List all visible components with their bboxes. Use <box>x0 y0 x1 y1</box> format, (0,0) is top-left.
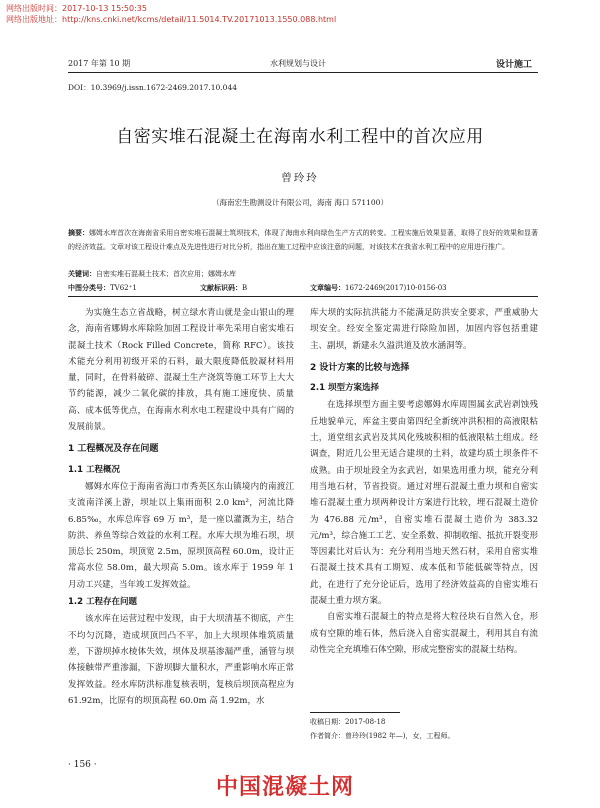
doc-label: 文献标识码： <box>200 284 242 292</box>
section-1-2-paragraph: 该水库在运营过程中发现，由于大坝清基不彻底，产生不均匀沉降，造成坝顶凹凸不平，加上大坝坝体堆筑质量差，下游坝掉水棱体失效，坝体及坝基渗漏严重，涵管与坝体接触带严重渗漏，下游坝脚大量积水，严重影响水库正常发挥效益。经水库防洪标准复核表明，复核后坝顶高程应为 61.92m，比原有的坝顶高程 60.0m 高 1.92m，水 <box>68 614 294 706</box>
abstract-label: 摘要： <box>68 229 90 237</box>
clc-number <box>68 283 137 293</box>
abstract <box>68 226 538 254</box>
section-2-heading: 2 设计方案的比较与选择 <box>310 362 410 373</box>
right-column <box>310 305 538 705</box>
article-value: 1672-2469(2017)10-0156-03 <box>345 284 447 292</box>
page-number: · 156 · <box>68 760 97 770</box>
section-1-1-paragraph: 娜姆水库位于海南省海口市秀英区东山镇境内的南渡江支流南洋溪上游，坝址以上集雨面积 2.0 km²，河流比降 6.85‰，水库总库容 69 万 m³，是一座以灌溉为主，结合防洪、养鱼等综合效益的水利工程。水库大坝为堆石坝，坝顶总长 250m，坝顶宽 2.5m，原坝顶高程 60.0m，设计正常高水位 58.0m，最大坝高 5.0m。该水库于 1959 年 1 月动工兴建，当年竣工发挥效益。 <box>68 481 294 590</box>
doi: DOI：10.3969/j.issn.1672-2469.2017.10.044 <box>68 83 237 92</box>
header-journal: 水利规划与设计 <box>270 59 326 68</box>
section-1-2-heading: 1.2 工程存在问题 <box>68 597 138 608</box>
section-2-1-paragraph-2: 自密实堆石混凝土的特点是将大粒径块石自然入仓，形成有空隙的堆石体，然后浇入自密实混凝土，利用其自有流动性完全充填堆石体空隙，形成完整密实的混凝土结构。 <box>310 612 538 655</box>
doc-code <box>200 283 247 293</box>
section-2-1-heading: 2.1 坝型方案选择 <box>310 383 380 394</box>
keywords-text: 自密实堆石混凝土技术；首次应用；娜姆水库 <box>96 270 236 278</box>
header-issue: 2017 年第 10 期 <box>68 59 131 68</box>
continued-paragraph: 库大坝的实际抗洪能力不能满足防洪安全要求，严重威胁大坝安全。经安全鉴定需进行除险加固，加固内容包括重建主、副坝，新建永久溢洪道及放水涵洞等。 <box>310 308 538 351</box>
keywords-label: 关键词： <box>68 270 96 278</box>
intro-paragraph: 为实施生态立省战略，树立绿水青山就是金山银山的理念，海南省娜姆水库除险加固工程设计率先采用自密实堆石混凝土技术（Rock Filled Concrete，简称 RFC）。该技术能充分利用初级开采的石料，最大限度降低胶凝材料用量，同时，在骨料破碎、混凝土生产浇筑等施工环节上大大节约能源，减少二氧化碳的排放，具有施工速度快、质量高、成本低等优点，在海南水利水电工程建设中具有广阔的发展前景。 <box>68 308 294 433</box>
header-section: 设计施工 <box>496 60 533 70</box>
header-rule <box>68 72 538 73</box>
site-watermark: 中国混凝土网 <box>216 775 355 800</box>
footnote-received: 收稿日期：2017-08-18 <box>310 718 386 726</box>
author-name: 曾玲玲 <box>281 172 319 184</box>
section-1-heading: 1 工程概况及存在问题 <box>68 444 159 455</box>
affiliation: （海南宏生勘测设计有限公司，海南 海口 571100） <box>212 198 388 207</box>
net-publish-url[interactable]: 网络出版地址：http://kns.cnki.net/kcms/detail/11.5014.TV.20171013.1550.088.html <box>6 15 337 24</box>
clc-label: 中图分类号： <box>68 284 110 292</box>
net-publish-time: 网络出版时间：2017-10-13 15:50:35 <box>6 4 147 13</box>
paper-title: 自密实堆石混凝土在海南水利工程中的首次应用 <box>116 127 484 147</box>
left-column <box>68 305 294 750</box>
abstract-rule <box>68 296 538 297</box>
section-2-1-paragraph: 在选择坝型方面主要考虑娜姆水库周围属玄武岩剥蚀残丘地貌单元，库盆主要由第四纪全新统冲洪积相的高液限粘土，道堂组玄武岩及其风化残坡积相的低液限粘土组成。经调查，附近几公里无适合建坝的土料，故建均质土坝条件不成熟。由于坝址段全为玄武岩，如果选用重力坝，能充分利用当地石材，节省投资。通过对埋石混凝土重力坝和自密实堆石混凝土重力坝两种设计方案进行比较，埋石混凝土造价为 476.88 元/m³，自密实堆石混凝土造价为 383.32 元/m³，综合施工工艺、安全系数、抑制收缩、抵抗开裂变形等因素比对后认为：充分利用当地天然石材，采用自密实堆石混凝土技术具有工期短、成本低和节能低碳等特点，因此，在进行了充分论证后，选用了经济效益高的自密实堆石混凝土重力坝方案。 <box>310 400 538 607</box>
doc-value: B <box>242 284 248 292</box>
keywords <box>68 268 538 280</box>
clc-value: TV62⁺1 <box>110 284 137 292</box>
abstract-text: 娜姆水库首次在海南省采用自密实堆石混凝土筑坝技术，体现了海南水利向绿色生产方式的转变。工程实施后效果显著，取得了良好的效果和显著的经济效益。文章对该工程设计难点及先进性进行对比分析，指出在施工过程中应该注意的问题，对该技术在我省水利工程中的应用进行推广。 <box>68 229 538 251</box>
article-number <box>310 283 447 293</box>
article-label: 文章编号： <box>310 284 345 292</box>
footnote-author-bio: 作者简介：曾玲玲(1982 年—)，女，工程师。 <box>310 732 455 740</box>
section-1-1-heading: 1.1 工程概况 <box>68 464 121 475</box>
footnote-rule <box>310 712 400 713</box>
